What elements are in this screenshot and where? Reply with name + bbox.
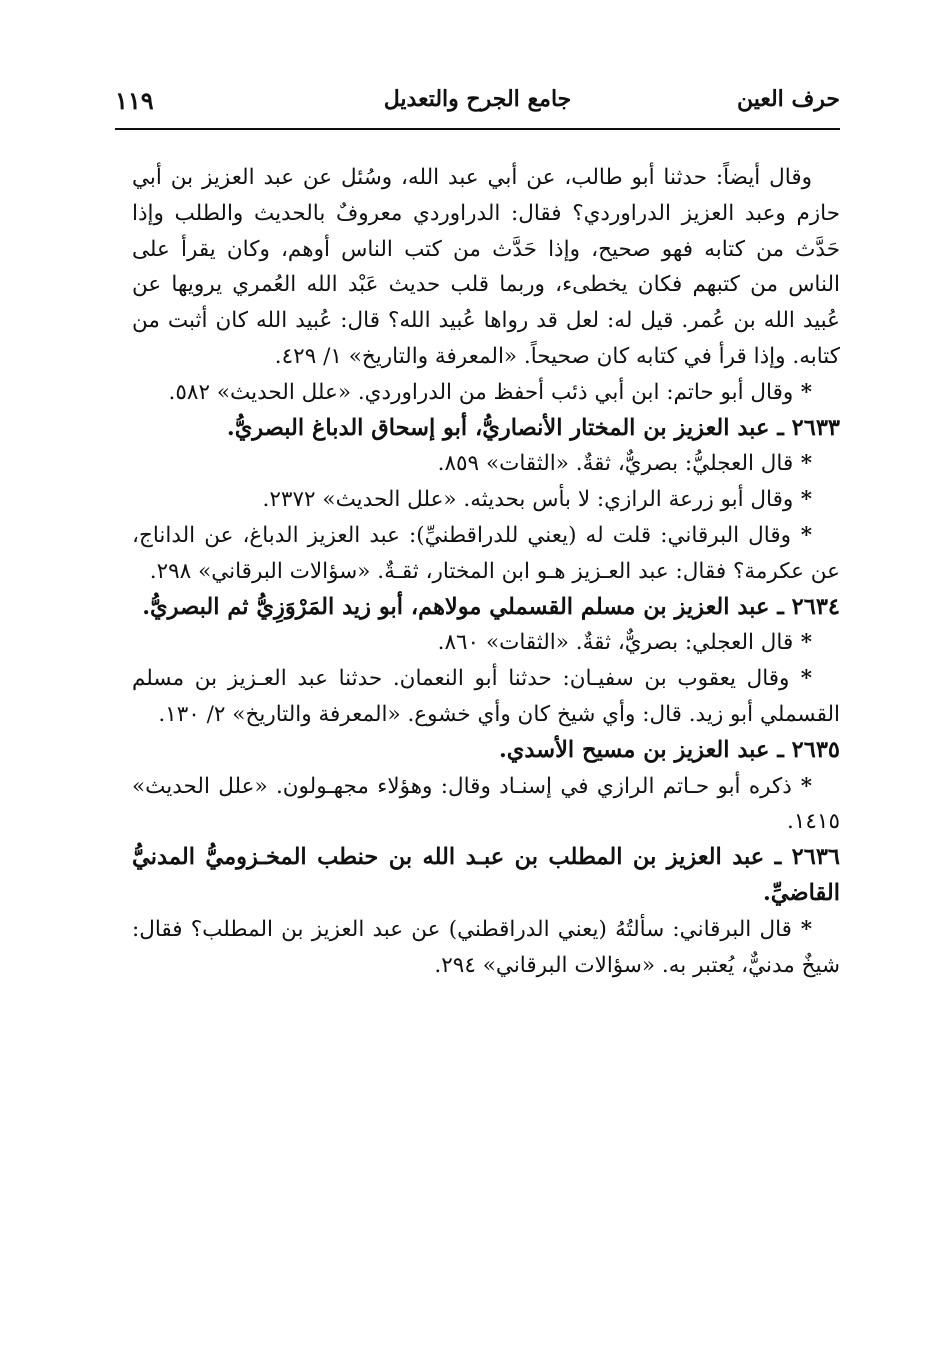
paragraph-text: ٢٦٣٦ ـ عبد العزيز بن المطلب بن عبـد الله بن حنطب المخـزوميُّ المدنيُّ القاضيِّ. [132,844,840,906]
asterisk-marker: * [791,916,812,942]
body-paragraph [132,482,840,518]
book-title: جامع الجرح والتعديل [383,86,572,112]
biography-entry-heading [132,590,840,626]
paragraph-text: وقال يعقوب بن سفيـان: حدثنا أبو النعمان. حدثنا عبد العـزيز بن مسلم القسملي أبو زيد. قال: وأي شيخ كان وأي خشوع. «المعرفة والتاريخ» ٢/ ١٣٠. [132,666,840,727]
page-number: ١١٩ [115,86,154,115]
chapter-title: حرف العين [736,86,840,112]
page-body [132,160,840,983]
page-header [115,84,840,128]
body-paragraph [132,625,840,661]
paragraph-text: ذكره أبو حـاتم الرازي في إسنـاد وقال: وهؤلاء مجهـولون. «علل الحديث» ١٤١٥. [132,773,840,835]
paragraph-text: وقال أبو حاتم: ابن أبي ذئب أحفظ من الدراوردي. «علل الحديث» ٥٨٢. [168,379,794,405]
asterisk-marker: * [793,630,812,656]
asterisk-marker: * [791,522,812,548]
body-paragraph [132,912,840,984]
paragraph-text: ٢٦٣٣ ـ عبد العزيز بن المختار الأنصاريُّ، أبو إسحاق الدباغ البصريُّ. [226,414,840,441]
body-paragraph [132,518,840,590]
paragraph-text: وقال أيضاً: حدثنا أبو طالب، عن أبي عبد الله، وسُئل عن عبد العزيز بن أبي حازم وعبد العزيز الدراوردي؟ فقال: الدراوردي معروفٌ بالحديث والطلب وإذا حَدَّث من كتابه فهو صحيح، وإذا حَدَّث من كتب الناس أوهم، وكان يقرأ على الناس من كتبهم فكان يخطىء، وربما قلب حديث عَبْد الله العُمري يرويها عن عُبيد الله بن عُمر. قيل له: لعل قد رواها عُبيد الله؟ قال: عُبيد الله كان أثبت من كتابه. وإذا قرأ في كتابه كان صحيحاً. «المعرفة والتاريخ» ١/ ٤٢٩. [132,165,840,369]
biography-entry-heading [132,840,840,912]
header-divider [115,128,840,130]
paragraph-text: وقال أبو زرعة الرازي: لا بأس بحديثه. «علل الحديث» ٢٣٧٢. [262,487,794,513]
paragraph-text: ٢٦٣٥ ـ عبد العزيز بن مسيح الأسدي. [498,736,840,763]
asterisk-marker: * [793,451,812,477]
asterisk-marker: * [793,487,812,513]
paragraph-text: ٢٦٣٤ ـ عبد العزيز بن مسلم القسملي مولاهم، أبو زيد المَرْوَزِيُّ ثم البصريُّ. [142,593,840,620]
biography-entry-heading [132,411,840,447]
body-paragraph [132,375,840,411]
body-paragraph [132,160,840,375]
biography-entry-heading [132,733,840,769]
body-paragraph [132,661,840,733]
paragraph-text: قال العجلي: بصريٌّ، ثقةٌ. «الثقات» ٨٦٠. [437,630,794,656]
asterisk-marker: * [789,666,812,692]
paragraph-text: وقال البرقاني: قلت له (يعني للدراقطنيِّ): عبد العزيز الدباغ، عن الداناج، عن عكرمة؟ فقال: عبد العـزيز هـو ابن المختار، ثقـةٌ. «سؤالات البرقاني» ٢٩٨. [132,522,840,584]
paragraph-text: قال البرقاني: سألتُهُ (يعني الدراقطني) عن عبد العزيز بن المطلب؟ فقال: شيخٌ مدنيٌّ، يُعتبر به. «سؤالات البرقاني» ٢٩٤. [132,916,840,978]
asterisk-marker: * [791,773,812,799]
body-paragraph [132,446,840,482]
body-paragraph [132,769,840,841]
asterisk-marker: * [793,379,812,405]
paragraph-text: قال العجليُّ: بصريٌّ، ثقةٌ. «الثقات» ٨٥٩. [437,451,794,477]
